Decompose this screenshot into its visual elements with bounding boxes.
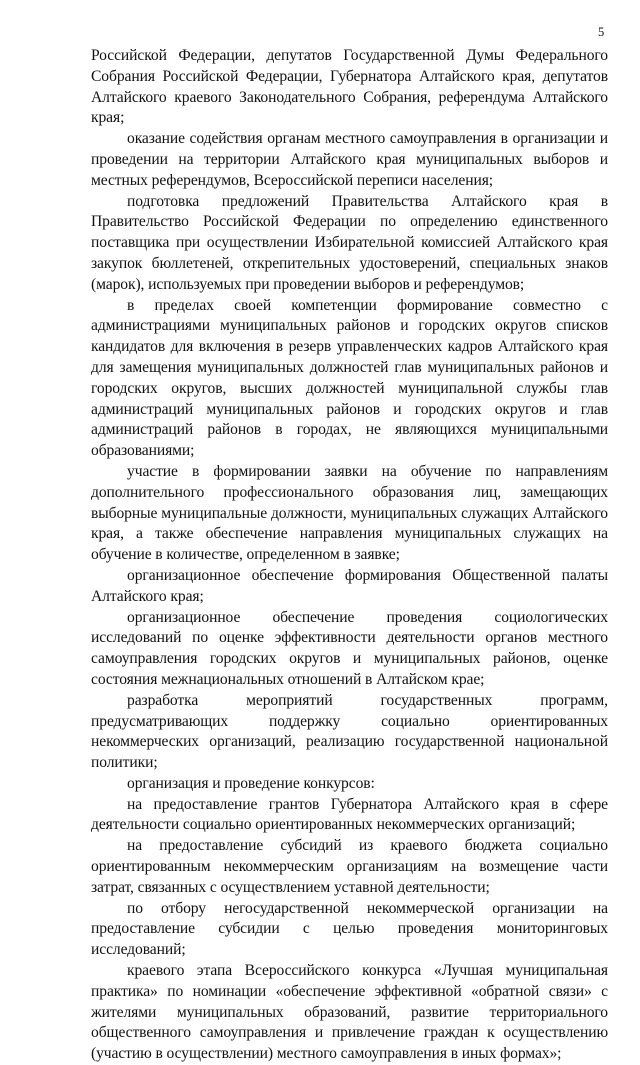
paragraph: на предоставление грантов Губернатора Алтайского края в сфере деятельности социально ориентированных некоммерческих организаций; bbox=[91, 795, 608, 834]
paragraph: подготовка предложений Правительства Алтайского края в Правительство Российской Федерации по определению единственного поставщика при осуществлении Избирательной комиссией Алтайского края закупок бюллетеней, открепительных удостоверений, специальных знаков (марок), используемых при проведении выборов и референдумов; bbox=[91, 192, 608, 293]
document-body bbox=[91, 46, 608, 1065]
paragraph: организационное обеспечение формирования Общественной палаты Алтайского края; bbox=[91, 566, 608, 605]
paragraph: оказание содействия органам местного самоуправления в организации и проведении на территории Алтайского края муниципальных выборов и местных референдумов, Всероссийской переписи населения; bbox=[91, 130, 608, 189]
paragraph: по отбору негосударственной некоммерческой организации на предоставление субсидии с целью проведения мониторинговых исследований; bbox=[91, 899, 608, 959]
paragraph: краевого этапа Всероссийского конкурса «Лучшая муниципальная практика» по номинации «обеспечение эффективной «обратной связи» с жителями муниципальных образований, развитие территориального общественного самоуправления и привлечение граждан к осуществлению (участию в осуществлении) местного самоуправления в иных формах»; bbox=[91, 962, 608, 1063]
paragraph: в пределах своей компетенции формирование совместно с администрациями муниципальных районов и городских округов списков кандидатов для включения в резерв управленческих кадров Алтайского края для замещения муниципальных должностей глав муниципальных районов и городских округов, высших должностей муниципальной службы глав администраций муниципальных районов и городских округов и глав администраций районов в городах, не являющихся муниципальными образованиями; bbox=[91, 296, 608, 460]
paragraph: разработка мероприятий государственных программ, предусматривающих поддержку социально ориентированных некоммерческих организаций, реализацию государственной национальной политики; bbox=[91, 691, 608, 772]
paragraph: организация и проведение конкурсов: bbox=[127, 774, 375, 792]
paragraph: участие в формировании заявки на обучение по направлениям дополнительного профессионального образования лиц, замещающих выборные муниципальные должности, муниципальных служащих Алтайского края, а также обеспечение направления муниципальных служащих на обучение в количестве, определенном в заявке; bbox=[91, 462, 608, 564]
paragraph: Российской Федерации, депутатов Государственной Думы Федерального Собрания Российской Федерации, Губернатора Алтайского края, депутатов Алтайского краевого Законодательного Собрания, референдума Алтайского края; bbox=[91, 47, 608, 127]
page-number: 5 bbox=[598, 25, 605, 39]
paragraph: организационное обеспечение проведения социологических исследований по оценке эффективности деятельности органов местного самоуправления городских округов и муниципальных районов, оценке состояния межнациональных отношений в Алтайском крае; bbox=[91, 608, 608, 688]
paragraph: на предоставление субсидий из краевого бюджета социально ориентированным некоммерческим организациям на возмещение части затрат, связанных с осуществлением уставной деятельности; bbox=[91, 837, 608, 896]
